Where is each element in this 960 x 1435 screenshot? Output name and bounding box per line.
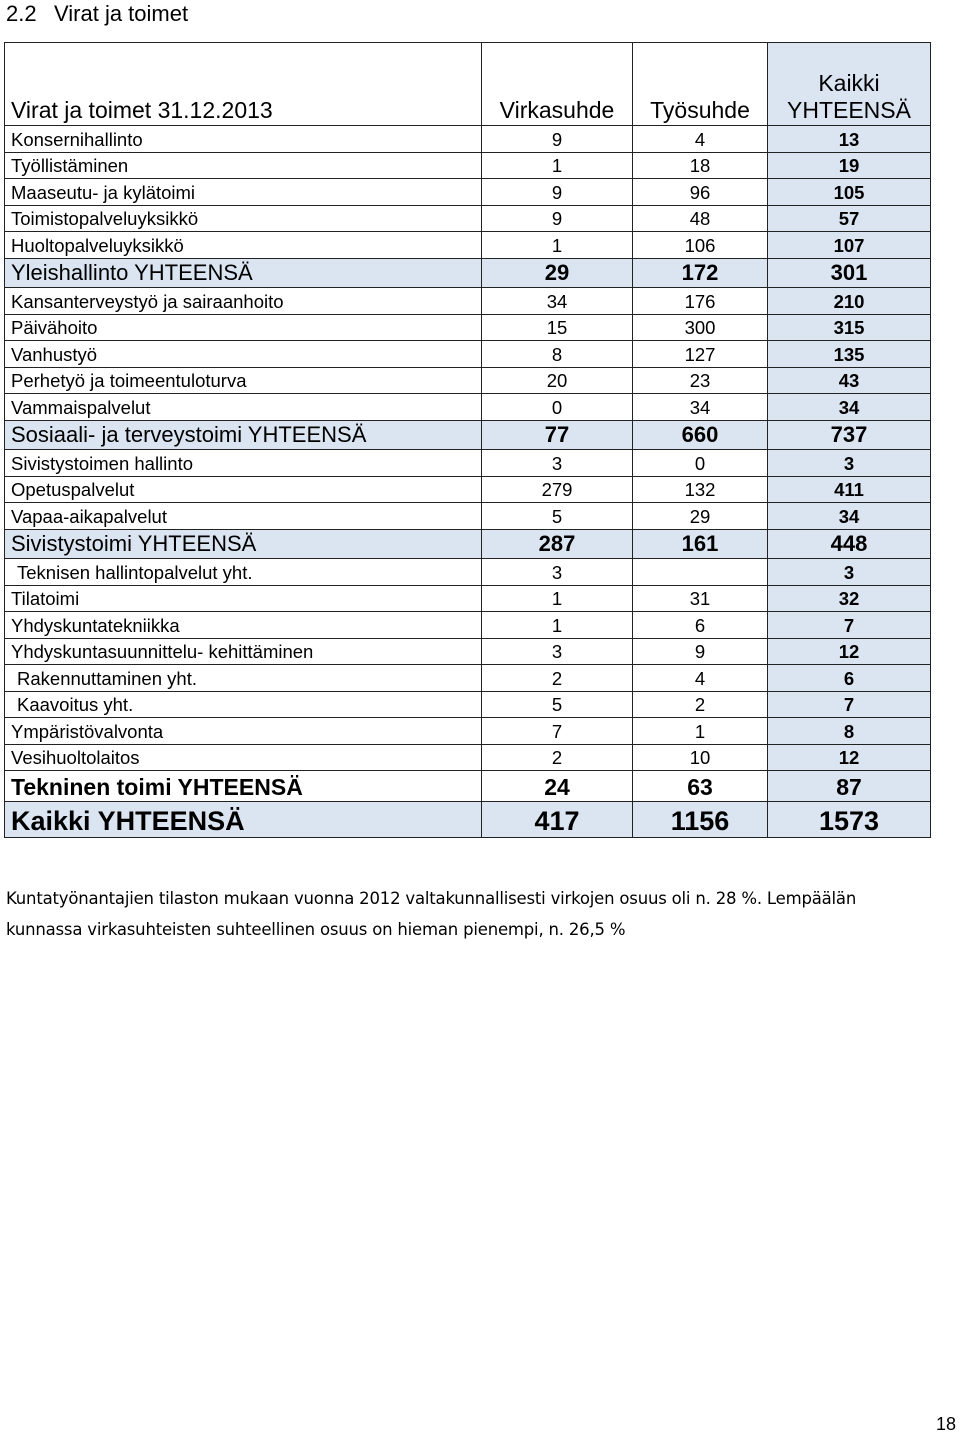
row-tyosuhde: 4 — [633, 126, 768, 153]
row-label: Maaseutu- ja kylätoimi — [5, 179, 482, 206]
table-row — [5, 394, 931, 421]
header-total-line2: YHTEENSÄ — [787, 97, 911, 123]
row-virkasuhde: 20 — [482, 367, 633, 394]
table-row — [5, 744, 931, 771]
subtotal-row — [5, 771, 931, 802]
row-total: 57 — [768, 205, 931, 232]
row-virkasuhde: 1 — [482, 152, 633, 179]
table-row — [5, 503, 931, 530]
row-total: 301 — [768, 258, 931, 288]
row-virkasuhde: 1 — [482, 232, 633, 259]
row-label: Yhdyskuntasuunnittelu- kehittäminen — [5, 638, 482, 665]
row-total: 12 — [768, 638, 931, 665]
table-row — [5, 205, 931, 232]
row-label: Perhetyö ja toimeentuloturva — [5, 367, 482, 394]
table-row — [5, 559, 931, 586]
table-row — [5, 232, 931, 259]
row-total: 87 — [768, 771, 931, 802]
row-total: 105 — [768, 179, 931, 206]
row-virkasuhde: 2 — [482, 665, 633, 692]
row-virkasuhde: 2 — [482, 744, 633, 771]
row-tyosuhde: 172 — [633, 258, 768, 288]
row-tyosuhde — [633, 559, 768, 586]
row-label: Työllistäminen — [5, 152, 482, 179]
row-total: 3 — [768, 450, 931, 477]
row-virkasuhde: 5 — [482, 503, 633, 530]
subtotal-row — [5, 420, 931, 450]
row-total: 210 — [768, 288, 931, 315]
row-virkasuhde: 279 — [482, 476, 633, 503]
row-total: 135 — [768, 341, 931, 368]
row-label: Vanhustyö — [5, 341, 482, 368]
row-tyosuhde: 132 — [633, 476, 768, 503]
row-virkasuhde: 77 — [482, 420, 633, 450]
row-label: Rakennuttaminen yht. — [5, 665, 482, 692]
row-label: Huoltopalveluyksikkö — [5, 232, 482, 259]
row-label: Yhdyskuntatekniikka — [5, 612, 482, 639]
row-tyosuhde: 106 — [633, 232, 768, 259]
table-row — [5, 179, 931, 206]
row-total: 107 — [768, 232, 931, 259]
row-tyosuhde: 1 — [633, 718, 768, 745]
row-total: 448 — [768, 529, 931, 559]
row-tyosuhde: 9 — [633, 638, 768, 665]
positions-table — [4, 42, 931, 838]
row-total: 19 — [768, 152, 931, 179]
section-heading — [6, 0, 188, 28]
table-row — [5, 288, 931, 315]
row-tyosuhde: 63 — [633, 771, 768, 802]
header-total — [768, 43, 931, 126]
header-label: Virat ja toimet 31.12.2013 — [5, 43, 482, 126]
table-row — [5, 476, 931, 503]
row-label: Sosiaali- ja terveystoimi YHTEENSÄ — [5, 420, 482, 450]
row-tyosuhde: 10 — [633, 744, 768, 771]
row-total: 32 — [768, 585, 931, 612]
section-title: Virat ja toimet — [54, 1, 189, 26]
row-tyosuhde: 176 — [633, 288, 768, 315]
row-total: 1573 — [768, 802, 931, 838]
footnote-line-1: Kuntatyönantajien tilaston mukaan vuonna 2012 valtakunnallisesti virkojen osuus oli n. 28 %. Lempäälän — [6, 889, 857, 908]
row-total: 411 — [768, 476, 931, 503]
row-tyosuhde: 48 — [633, 205, 768, 232]
grand-total-row — [5, 802, 931, 838]
table-row — [5, 691, 931, 718]
subtotal-row — [5, 529, 931, 559]
table-header-row — [5, 43, 931, 126]
row-virkasuhde: 3 — [482, 638, 633, 665]
row-tyosuhde: 34 — [633, 394, 768, 421]
row-virkasuhde: 3 — [482, 559, 633, 586]
row-label: Sivistystoimen hallinto — [5, 450, 482, 477]
row-virkasuhde: 5 — [482, 691, 633, 718]
row-virkasuhde: 29 — [482, 258, 633, 288]
table-row — [5, 585, 931, 612]
row-label: Kaavoitus yht. — [5, 691, 482, 718]
header-virkasuhde: Virkasuhde — [482, 43, 633, 126]
table-row — [5, 450, 931, 477]
table-row — [5, 638, 931, 665]
row-label: Vammaispalvelut — [5, 394, 482, 421]
subtotal-row — [5, 258, 931, 288]
row-label: Ympäristövalvonta — [5, 718, 482, 745]
row-total: 43 — [768, 367, 931, 394]
row-tyosuhde: 96 — [633, 179, 768, 206]
row-label: Tekninen toimi YHTEENSÄ — [5, 771, 482, 802]
page-number: 18 — [935, 1414, 956, 1434]
row-virkasuhde: 287 — [482, 529, 633, 559]
header-total-line1: Kaikki — [818, 70, 880, 96]
row-label: Kansanterveystyö ja sairaanhoito — [5, 288, 482, 315]
row-label: Kaikki YHTEENSÄ — [5, 802, 482, 838]
row-label: Toimistopalveluyksikkö — [5, 205, 482, 232]
row-virkasuhde: 0 — [482, 394, 633, 421]
row-tyosuhde: 29 — [633, 503, 768, 530]
row-tyosuhde: 6 — [633, 612, 768, 639]
row-total: 315 — [768, 314, 931, 341]
footnote-line-2: kunnassa virkasuhteisten suhteellinen osuus on hieman pienempi, n. 26,5 % — [6, 919, 626, 939]
row-tyosuhde: 18 — [633, 152, 768, 179]
row-virkasuhde: 9 — [482, 205, 633, 232]
row-virkasuhde: 9 — [482, 179, 633, 206]
table-row — [5, 314, 931, 341]
row-total: 34 — [768, 503, 931, 530]
row-virkasuhde: 1 — [482, 585, 633, 612]
row-total: 12 — [768, 744, 931, 771]
row-virkasuhde: 3 — [482, 450, 633, 477]
section-number: 2.2 — [6, 1, 37, 26]
table-row — [5, 718, 931, 745]
row-label: Päivähoito — [5, 314, 482, 341]
table-row — [5, 612, 931, 639]
row-tyosuhde: 31 — [633, 585, 768, 612]
row-tyosuhde: 1156 — [633, 802, 768, 838]
row-virkasuhde: 1 — [482, 612, 633, 639]
row-total: 13 — [768, 126, 931, 153]
row-label: Opetuspalvelut — [5, 476, 482, 503]
table-row — [5, 152, 931, 179]
row-label: Teknisen hallintopalvelut yht. — [5, 559, 482, 586]
row-virkasuhde: 417 — [482, 802, 633, 838]
row-tyosuhde: 300 — [633, 314, 768, 341]
row-label: Yleishallinto YHTEENSÄ — [5, 258, 482, 288]
table-row — [5, 367, 931, 394]
row-virkasuhde: 9 — [482, 126, 633, 153]
row-tyosuhde: 161 — [633, 529, 768, 559]
row-virkasuhde: 34 — [482, 288, 633, 315]
row-tyosuhde: 0 — [633, 450, 768, 477]
row-label: Sivistystoimi YHTEENSÄ — [5, 529, 482, 559]
header-tyosuhde: Työsuhde — [633, 43, 768, 126]
row-total: 8 — [768, 718, 931, 745]
row-tyosuhde: 23 — [633, 367, 768, 394]
footnote — [6, 884, 956, 945]
row-label: Konsernihallinto — [5, 126, 482, 153]
row-tyosuhde: 127 — [633, 341, 768, 368]
table-row — [5, 665, 931, 692]
row-virkasuhde: 8 — [482, 341, 633, 368]
row-total: 737 — [768, 420, 931, 450]
row-total: 6 — [768, 665, 931, 692]
row-total: 7 — [768, 691, 931, 718]
row-virkasuhde: 7 — [482, 718, 633, 745]
row-label: Tilatoimi — [5, 585, 482, 612]
row-total: 34 — [768, 394, 931, 421]
table-row — [5, 341, 931, 368]
row-label: Vesihuoltolaitos — [5, 744, 482, 771]
row-total: 3 — [768, 559, 931, 586]
row-tyosuhde: 2 — [633, 691, 768, 718]
row-tyosuhde: 660 — [633, 420, 768, 450]
row-label: Vapaa-aikapalvelut — [5, 503, 482, 530]
row-total: 7 — [768, 612, 931, 639]
row-virkasuhde: 15 — [482, 314, 633, 341]
row-tyosuhde: 4 — [633, 665, 768, 692]
row-virkasuhde: 24 — [482, 771, 633, 802]
table-row — [5, 126, 931, 153]
